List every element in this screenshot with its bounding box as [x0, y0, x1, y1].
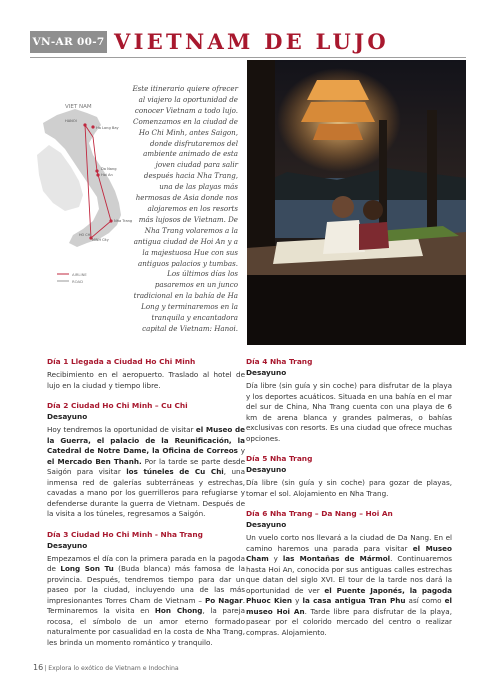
day-5	[246, 453, 452, 499]
couple-dining-image	[247, 60, 466, 345]
place-label-nhatrang: Nha Trang	[114, 219, 133, 223]
itinerary-code-badge: VN-AR 00-7	[30, 31, 107, 53]
day-1-title: Día 1 Llegada a Ciudad Ho Chi Minh	[47, 357, 196, 366]
day-3	[47, 529, 245, 649]
page-number: 16	[33, 663, 44, 672]
place-label-danang: Da Nang	[101, 167, 117, 171]
day-6	[246, 508, 452, 638]
day-6-title: Día 6 Nha Trang – Da Nang – Hoi An	[246, 509, 393, 518]
day-4-text: Día libre (sin guía y sin coche) para disfrutar de la playa y los deportes acuáticos. Situada en una bahía en el mar del sur de China, Nha Trang cuenta con una playa de 6 km de arena blanca y grandes palmeras, o bahías exclusivas con resorts. Es una ciudad que ofrece muchas opciones.	[246, 381, 452, 443]
route-map	[35, 95, 140, 305]
halong-marker	[91, 125, 94, 128]
day-4-meals: Desayuno	[246, 368, 287, 377]
day-2	[47, 400, 245, 520]
footer-divider: |	[44, 665, 47, 672]
danang-marker	[95, 169, 98, 172]
day-4	[246, 356, 452, 444]
resort-photo	[247, 60, 466, 345]
country-label: VIET NAM	[65, 104, 92, 110]
place-label-minh-city: MINH City	[92, 238, 109, 242]
hoian-marker	[96, 173, 99, 176]
legend-airline: AIRLINE	[72, 272, 87, 277]
day-6-text: Un vuelo corto nos llevará a la ciudad de Da Nang. En el camino haremos una parada para visitar el Museo Cham y las Montañas de Mármol. Continuaremos hasta Hoi An, conocida por sus antiguas calles estrechas que datan del siglo XVI. El tour de la tarde nos dará la oportunidad de ver el Puente Japonés, la pagoda Phuoc Kien y la casa antigua Tran Phu así como el museo Hoi An. Tarde libre para disfrutar de la playa, pasear por el colorido mercado del centro o realizar compras. Alojamiento.	[246, 533, 452, 637]
page-footer	[33, 663, 179, 672]
day-4-title: Día 4 Nha Trang	[246, 357, 313, 366]
place-label-halong: Ha Long Bay	[96, 126, 119, 130]
day-2-title: Día 2 Ciudad Ho Chi Minh – Cu Chi	[47, 401, 188, 410]
header-divider	[30, 57, 466, 58]
day-3-meals: Desayuno	[47, 540, 88, 550]
nhatrang-marker	[109, 219, 112, 222]
day-2-meals: Desayuno	[47, 412, 88, 421]
day-6-meals: Desayuno	[246, 520, 287, 529]
day-3-title: Día 3 Ciudad Ho Chi Minh - Nha Trang	[47, 529, 203, 539]
itinerary-column-left	[47, 356, 245, 657]
legend-road: ROAD	[72, 279, 84, 284]
place-label-hochi: HO CHI	[79, 233, 92, 237]
intro-paragraph: Este itinerario quiere ofrecer al viajero la oportunidad de conocer Vietnam a todo lujo. Comenzamos en la ciudad de Ho Chi Minh, antes Saigon, donde disfrutaremos del ambiente animado de esta joven ciudad para salir después hacia Nha Trang, una de las playas más hermosas de Asia donde nos alojaremos en los resorts más lujosos de Vietnam. De Nha Trang volaremos a la antigua ciudad de Hoi An y a la majestuosa Hue con sus antiguos palacios y tumbas. Los últimos días los pasaremos en un junco tradicional en la bahía de Ha Long y terminaremos en la tranquila y encantadora capital de Vietnam: Hanoi.	[132, 84, 238, 333]
day-5-meals: Desayuno	[246, 465, 287, 474]
day-1	[47, 356, 245, 391]
place-label-hanoi: HANOI	[65, 119, 77, 123]
day-5-title: Día 5 Nha Trang	[246, 454, 313, 463]
day-3-text: Empezamos el día con la primera parada en la pagoda de Long Son Tu (Buda blanca) más famosa de la provincia. Después, tendremos tiempo para dar un paseo por la ciudad, incluyendo una de las más impresionantes Torres Cham de Vietnam – Po Nagar. Terminaremos la visita en Hon Chong, la pareja rocosa, el símbolo de un amor eterno formado naturalmente por casualidad en la costa de Nha Trang, les brinda un momento romántico y tranquilo.	[47, 553, 246, 647]
vietnam-map-graphic	[35, 95, 140, 305]
page-title: VIETNAM DE LUJO	[114, 29, 389, 54]
place-label-hoian: Hoi An	[101, 173, 113, 177]
day-1-text: Recibimiento en el aeropuerto. Traslado al hotel de lujo en la ciudad y tiempo libre.	[47, 370, 245, 390]
itinerary-column-right	[246, 356, 452, 647]
day-5-text: Día libre (sin guía y sin coche) para gozar de playas, tomar el sol. Alojamiento en Nha Trang.	[246, 478, 452, 498]
footer-text: Explora lo exótico de Vietnam e Indochina	[48, 665, 179, 672]
day-2-text: Hoy tendremos la oportunidad de visitar el Museo de la Guerra, el palacio de la Reunificación, la Catedral de Notre Dame, la Oficina de Correos y el Mercado Ben Thanh. Por la tarde se parte desde Saigón para visitar los túneles de Cu Chi, una inmensa red de galerías subterráneas y estrechas, cavadas a mano por los guerrilleros para refugiarse y defenderse durante la guerra de Vietnam. Después de la visita a los túneles, regresamos a Saigón.	[47, 425, 245, 518]
hanoi-marker	[83, 123, 86, 126]
